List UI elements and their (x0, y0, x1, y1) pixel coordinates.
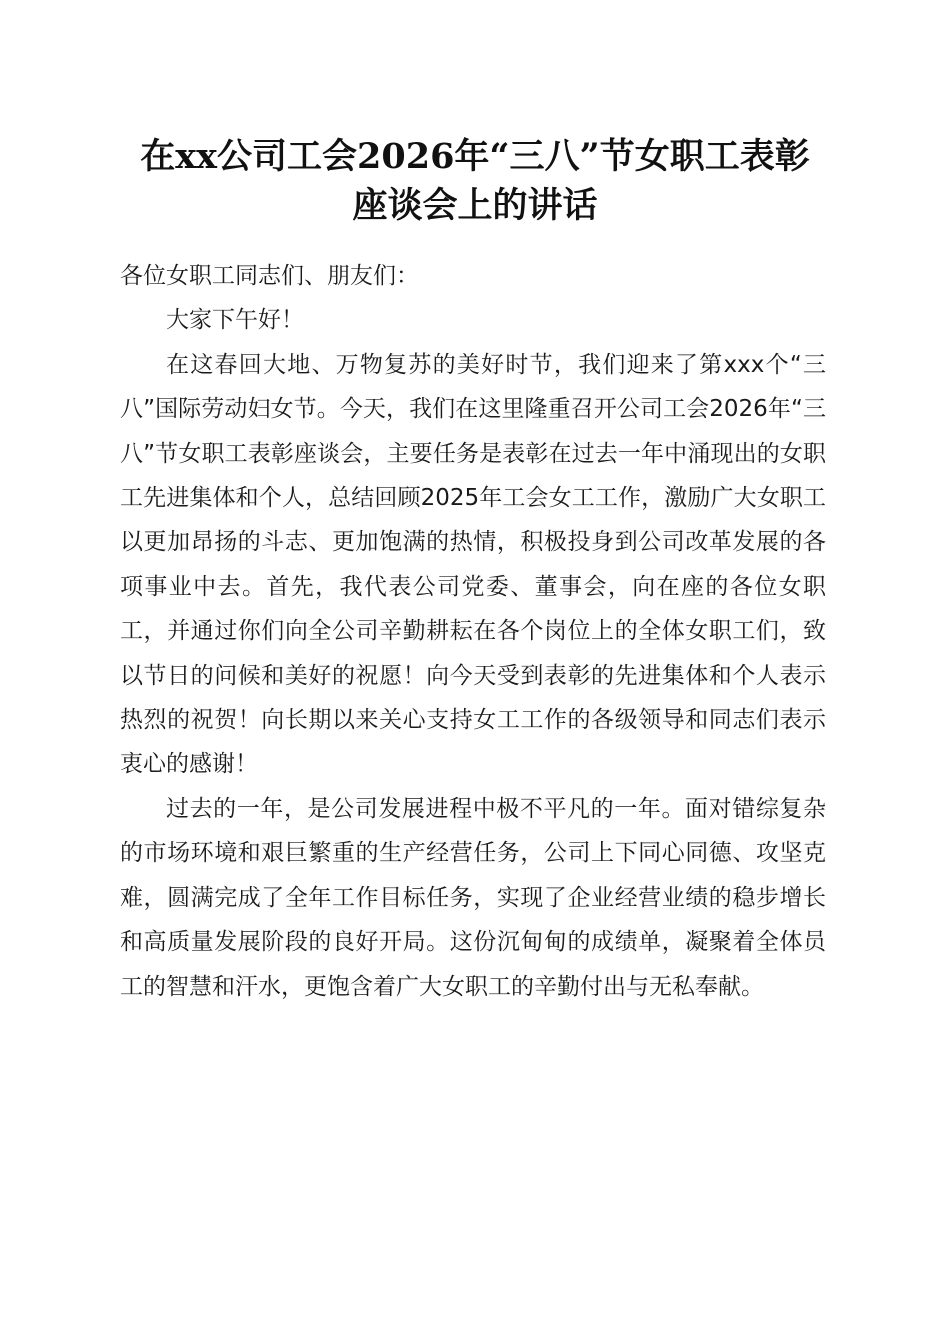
salutation: 各位女职工同志们、朋友们： (120, 263, 419, 289)
greeting: 大家下午好！ (166, 307, 304, 334)
title-line-1: 在xx公司工会2026年“三八”节女职工表彰 (140, 136, 810, 177)
title-line-2: 座谈会上的讲话 (352, 185, 598, 226)
paragraph-review: 过去的一年，是公司发展进程中极不平凡的一年。面对错综复杂的市场环境和艰巨繁重的生产经营任务，公司上下同心同德、攻坚克难，圆满完成了全年工作目标任务，实现了企业经营业绩的稳步增长和高质量发展阶段的良好开局。这份沉甸甸的成绩单，凝聚着全体员工的智慧和汗水，更饱含着广大女职工的辛勤付出与无私奉献。 (120, 795, 826, 1000)
document-body (120, 254, 826, 1009)
document-title (110, 132, 840, 230)
paragraph-opening: 在这春回大地、万物复苏的美好时节，我们迎来了第xxx个“三八”国际劳动妇女节。今天，我们在这里隆重召开公司工会2026年“三八”节女职工表彰座谈会，主要任务是表彰在过去一年中涌现出的女职工先进集体和个人，总结回顾2025年工会女工工作，激励广大女职工以更加昂扬的斗志、更加饱满的热情，积极投身到公司改革发展的各项事业中去。首先，我代表公司党委、董事会，向在座的各位女职工，并通过你们向全公司辛勤耕耘在各个岗位上的全体女职工们，致以节日的问候和美好的祝愿！向今天受到表彰的先进集体和个人表示热烈的祝贺！向长期以来关心支持女工工作的各级领导和同志们表示衷心的感谢！ (120, 351, 826, 778)
